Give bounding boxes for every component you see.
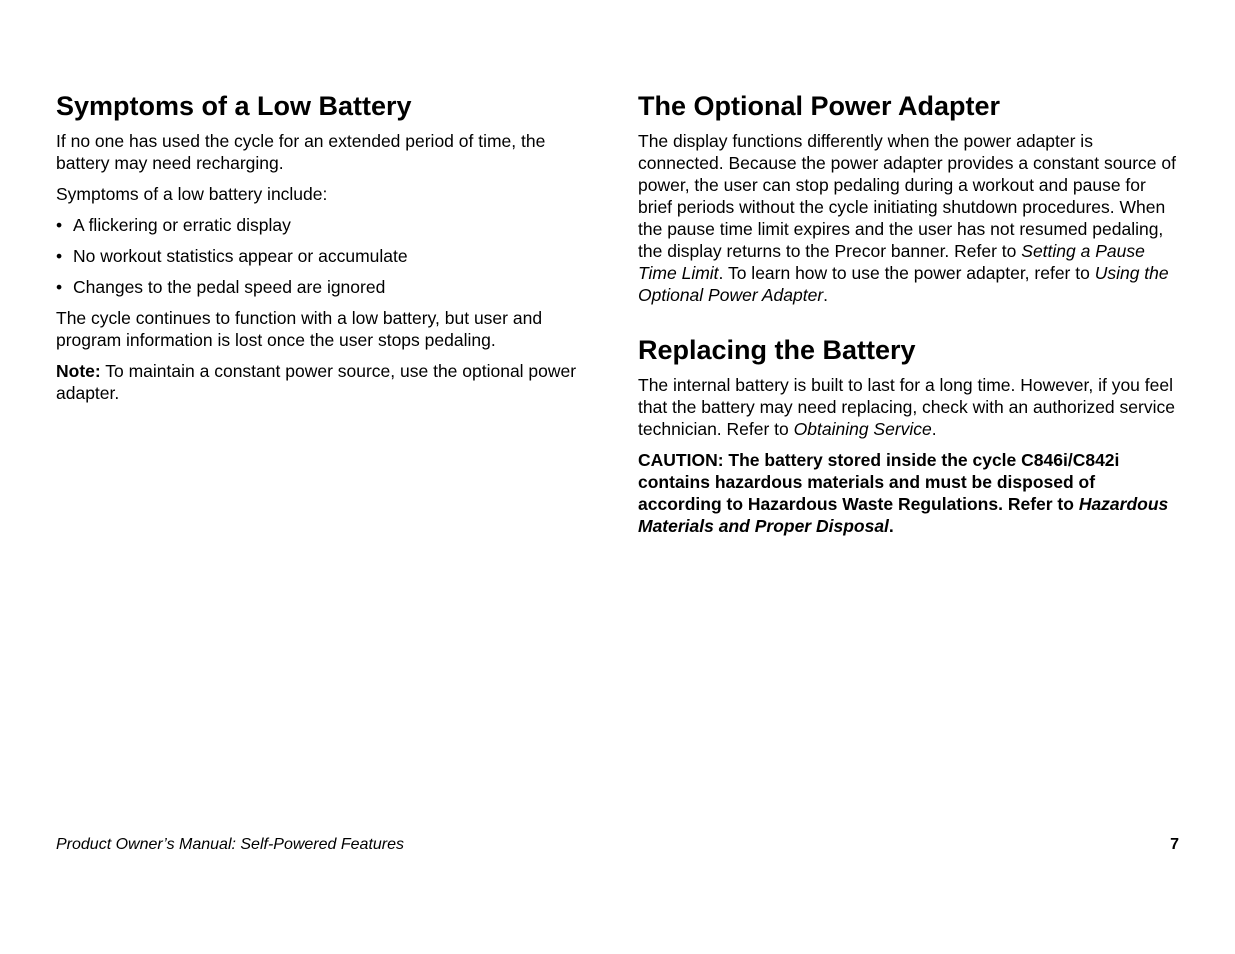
- replacing-text-1: The internal battery is built to last for a long time. However, if you feel that the battery may need replacing, check with an authorized service technician. Refer to: [638, 375, 1175, 439]
- bullet-icon: •: [56, 277, 63, 297]
- symptoms-lead: Symptoms of a low battery include:: [56, 184, 328, 204]
- adapter-text-1: The display functions differently when the power adapter is connected. Because the power adapter provides a constant source of power, the user can stop pedaling during a workout and pause for brief periods without the cycle initiating shutdown procedures. When the pause time limit expires and the user has not resumed pedaling, the display returns to the Precor banner. Refer to: [638, 131, 1176, 261]
- page-footer: [56, 834, 1179, 858]
- ref-using-power-adapter: Using the Optional Power Adapter: [638, 263, 1169, 305]
- caution-text: CAUTION: The battery stored inside the cycle C846i/C842i contains hazardous materials and must be disposed of according to Hazardous Waste Regulations. Refer to: [638, 450, 1120, 514]
- adapter-text-2: . To learn how to use the power adapter, refer to: [718, 263, 1095, 283]
- heading-low-battery: Symptoms of a Low Battery: [56, 91, 412, 121]
- left-column: [56, 88, 601, 413]
- replacing-paragraph: [638, 374, 1183, 440]
- heading-replacing-battery: Replacing the Battery: [638, 335, 916, 365]
- replacing-text-2: .: [931, 419, 937, 439]
- ref-obtaining-service: Obtaining Service: [793, 419, 932, 439]
- symptoms-list: [56, 214, 601, 298]
- footer-title: Product Owner’s Manual: Self-Powered Features: [56, 836, 405, 853]
- ref-setting-pause-time-limit: Setting a Pause Time Limit: [638, 241, 1145, 283]
- note-paragraph: [56, 360, 601, 404]
- intro-paragraph: If no one has used the cycle for an extended period of time, the battery may need recharging.: [56, 131, 546, 173]
- list-item: [56, 245, 601, 267]
- continues-paragraph: The cycle continues to function with a low battery, but user and program information is lost once the user stops pedaling.: [56, 308, 543, 350]
- note-label: Note:: [56, 361, 101, 381]
- list-item-text: A flickering or erratic display: [73, 215, 291, 235]
- page-number: 7: [1170, 836, 1179, 853]
- caution-end: .: [888, 516, 894, 536]
- note-text: To maintain a constant power source, use the optional power adapter.: [56, 361, 577, 403]
- ref-hazardous-materials: Hazardous Materials and Proper Disposal: [638, 494, 1169, 536]
- caution-paragraph: [638, 449, 1183, 537]
- bullet-icon: •: [56, 215, 63, 235]
- adapter-paragraph: [638, 130, 1183, 306]
- bullet-icon: •: [56, 246, 63, 266]
- heading-power-adapter: The Optional Power Adapter: [638, 91, 1001, 121]
- list-item: [56, 276, 601, 298]
- list-item-text: Changes to the pedal speed are ignored: [73, 277, 386, 297]
- list-item-text: No workout statistics appear or accumulate: [73, 246, 408, 266]
- adapter-text-3: .: [823, 285, 829, 305]
- right-column: [638, 88, 1183, 546]
- list-item: [56, 214, 601, 236]
